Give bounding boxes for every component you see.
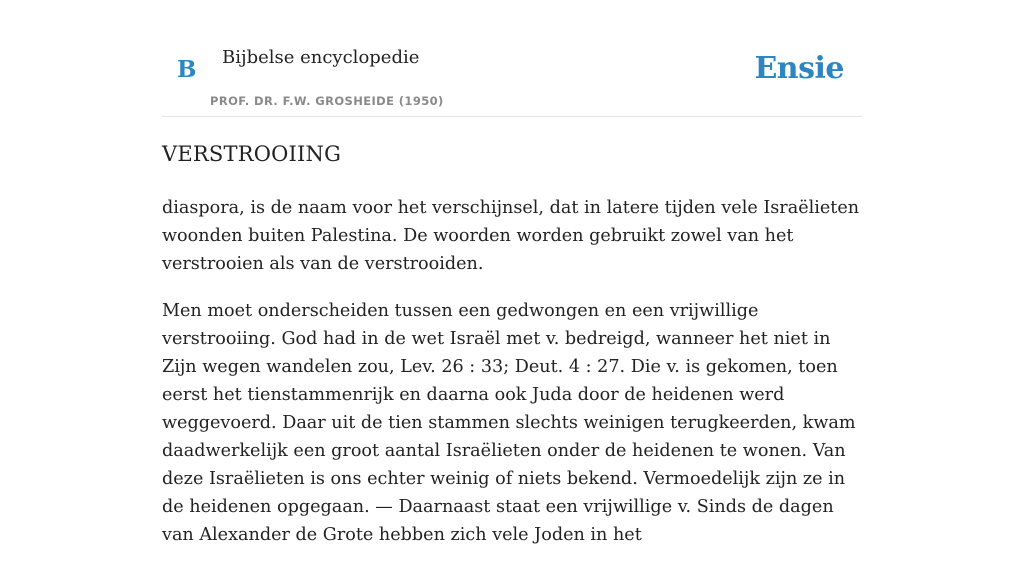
entry-paragraph: Men moet onderscheiden tussen een gedwongen en een vrijwillige verstrooiing. God had in de wet Israël met v. bedreigd, wanneer het niet in Zijn wegen wandelen zou, Lev. 26 : 33; Deut. 4 : 27. Die v. is gekomen, toen eerst het tienstammenrijk en daarna ook Juda door de heidenen werd weggevoerd. Daar uit de tien stammen slechts weinigen terugkeerden, kwam daadwerkelijk een groot aantal Israëlieten onder de heidenen te wonen. Van deze Israëlieten is ons echter weinig of niets bekend. Vermoedelijk zijn ze in de heidenen opgegaan. — Daarnaast staat een vrijwillige v. Sinds de dagen van Alexander de Grote hebben zich vele Joden in het (162, 301, 856, 545)
entry-paragraph: diaspora, is de naam voor het verschijnsel, dat in latere tijden vele Israëlieten woonden buiten Palestina. De woorden worden gebruikt zowel van het verstrooien als van de verstrooiden. (162, 198, 860, 274)
book-initial-icon[interactable]: B (177, 56, 197, 83)
entry-article (162, 138, 864, 568)
book-title-link[interactable]: Bijbelse encyclopedie (222, 47, 420, 68)
ensie-logo[interactable]: Ensie (754, 51, 844, 86)
book-header (162, 0, 862, 117)
book-author: PROF. DR. F.W. GROSHEIDE (1950) (210, 94, 444, 108)
entry-title: VERSTROOIING (162, 142, 342, 166)
